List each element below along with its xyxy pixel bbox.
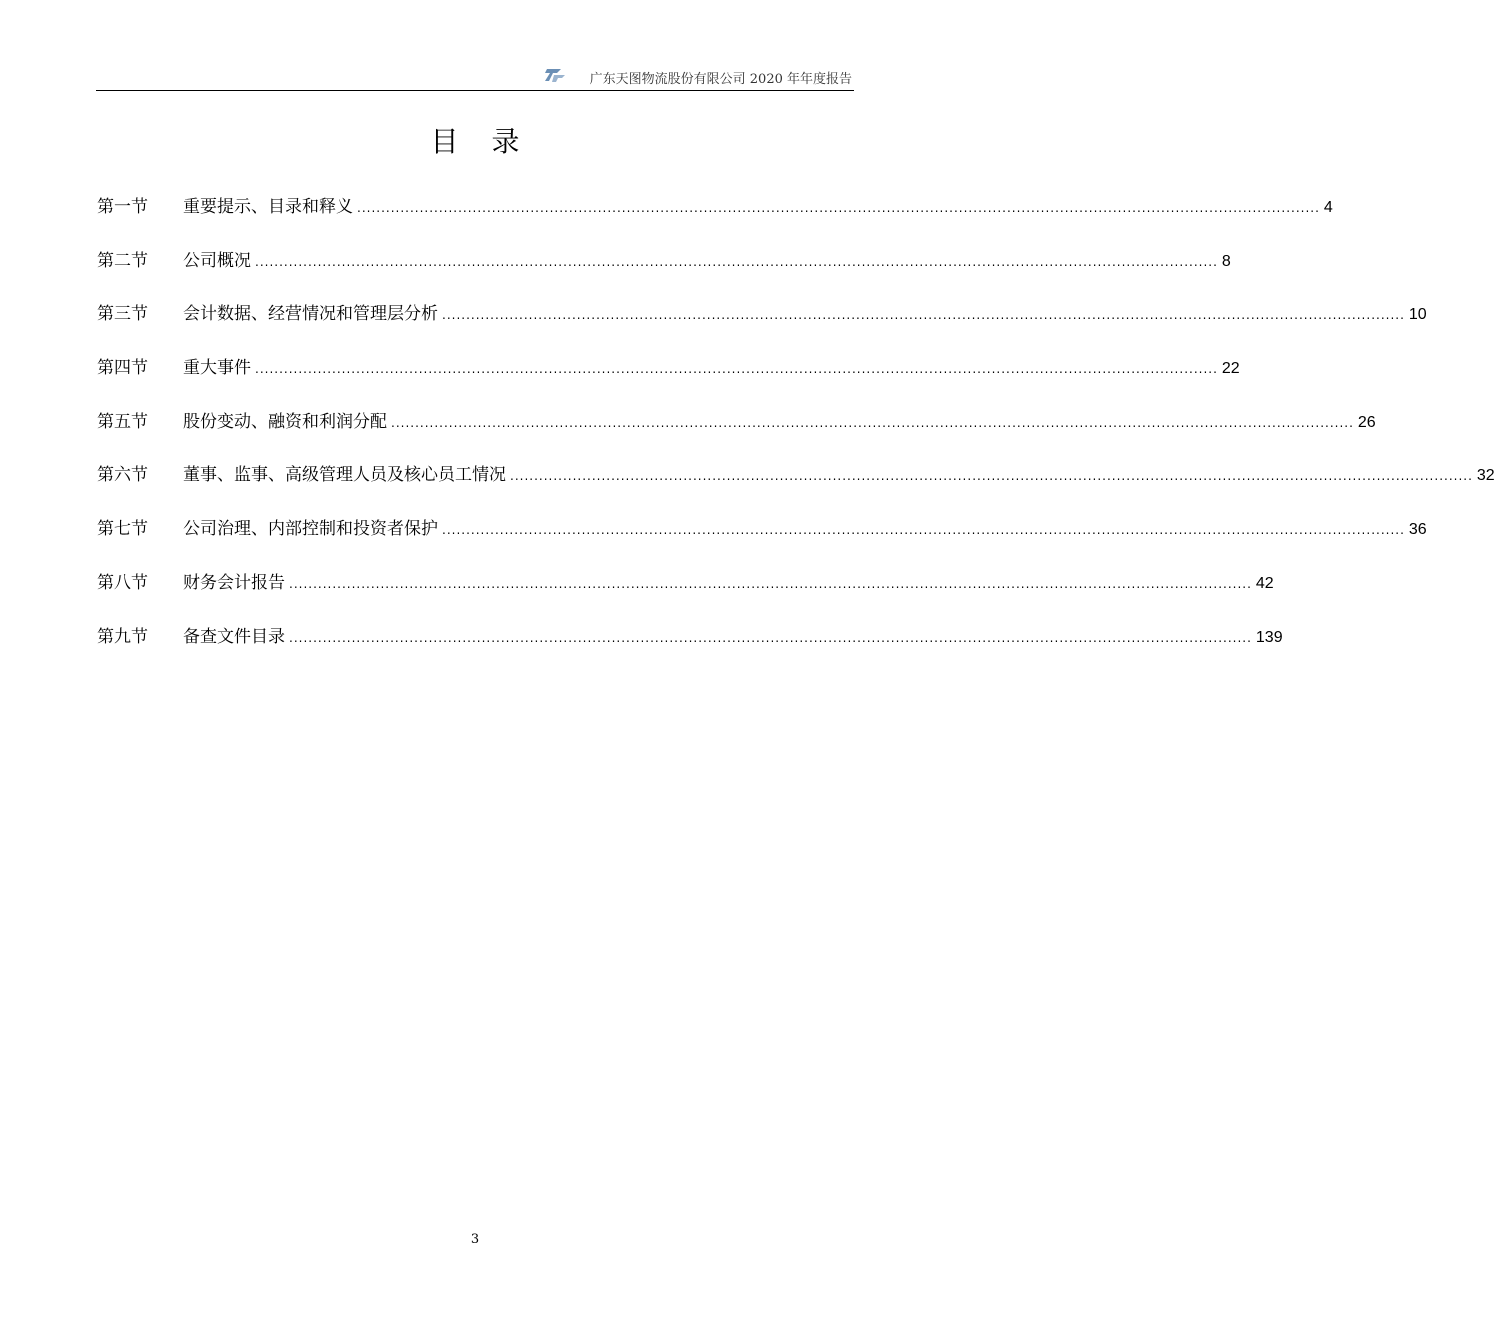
toc-title: 财务会计报告 bbox=[183, 572, 285, 593]
toc-leader: ........................................................................................................................................................................................................ bbox=[391, 415, 1354, 430]
toc-entry[interactable] bbox=[97, 353, 1240, 407]
toc-entry[interactable] bbox=[97, 622, 1283, 676]
toc-entry[interactable] bbox=[97, 568, 1274, 622]
toc-leader: ........................................................................................................................................................................................................ bbox=[510, 469, 1473, 484]
toc-page: 139 bbox=[1255, 628, 1283, 646]
toc-entry[interactable] bbox=[97, 514, 1427, 568]
toc-section: 第七节 bbox=[97, 519, 148, 540]
toc-section: 第五节 bbox=[97, 411, 148, 432]
toc-entry[interactable] bbox=[97, 192, 1333, 246]
toc-section: 第一节 bbox=[97, 197, 148, 217]
page-number: 3 bbox=[470, 1232, 480, 1247]
page-title: 目 录 bbox=[430, 125, 532, 158]
toc-page: 36 bbox=[1408, 521, 1427, 539]
company-logo-icon bbox=[544, 66, 566, 84]
toc-section: 第四节 bbox=[97, 358, 148, 379]
toc-title: 董事、监事、高级管理人员及核心员工情况 bbox=[183, 465, 506, 486]
toc-title: 重大事件 bbox=[183, 358, 251, 379]
toc-title: 公司概况 bbox=[183, 250, 251, 271]
toc-entry[interactable] bbox=[97, 460, 1495, 514]
toc-leader: ........................................................................................................................................................................................................ bbox=[289, 576, 1252, 591]
toc-page: 4 bbox=[1323, 199, 1333, 216]
toc-title: 重要提示、目录和释义 bbox=[183, 197, 353, 217]
toc-leader: ........................................................................................................................................................................................................ bbox=[442, 523, 1405, 538]
table-of-contents bbox=[97, 192, 1495, 675]
toc-title: 股份变动、融资和利润分配 bbox=[183, 411, 387, 432]
toc-section: 第八节 bbox=[97, 572, 148, 593]
toc-page: 22 bbox=[1221, 360, 1240, 378]
toc-leader: ........................................................................................................................................................................................................ bbox=[255, 254, 1218, 269]
toc-section: 第九节 bbox=[97, 626, 148, 647]
toc-entry[interactable] bbox=[97, 407, 1376, 461]
toc-entry[interactable] bbox=[97, 299, 1427, 353]
toc-title: 会计数据、经营情况和管理层分析 bbox=[183, 304, 438, 325]
toc-title: 公司治理、内部控制和投资者保护 bbox=[183, 519, 438, 540]
toc-leader: ........................................................................................................................................................................................................ bbox=[442, 308, 1405, 323]
toc-page: 26 bbox=[1357, 413, 1376, 431]
toc-section: 第三节 bbox=[97, 304, 148, 325]
toc-page: 8 bbox=[1221, 252, 1231, 270]
toc-leader: ........................................................................................................................................................................................................ bbox=[289, 630, 1252, 645]
header-title: 广东天图物流股份有限公司 2020 年年度报告 bbox=[589, 72, 852, 87]
toc-page: 10 bbox=[1408, 306, 1427, 324]
toc-leader: ........................................................................................................................................................................................................ bbox=[357, 201, 1320, 215]
toc-section: 第六节 bbox=[97, 465, 148, 486]
page-header bbox=[96, 66, 854, 91]
toc-leader: ........................................................................................................................................................................................................ bbox=[255, 362, 1218, 377]
toc-title: 备查文件目录 bbox=[183, 626, 285, 647]
toc-page: 32 bbox=[1476, 467, 1495, 485]
toc-entry[interactable] bbox=[97, 246, 1231, 300]
toc-section: 第二节 bbox=[97, 250, 148, 271]
toc-page: 42 bbox=[1255, 574, 1274, 592]
